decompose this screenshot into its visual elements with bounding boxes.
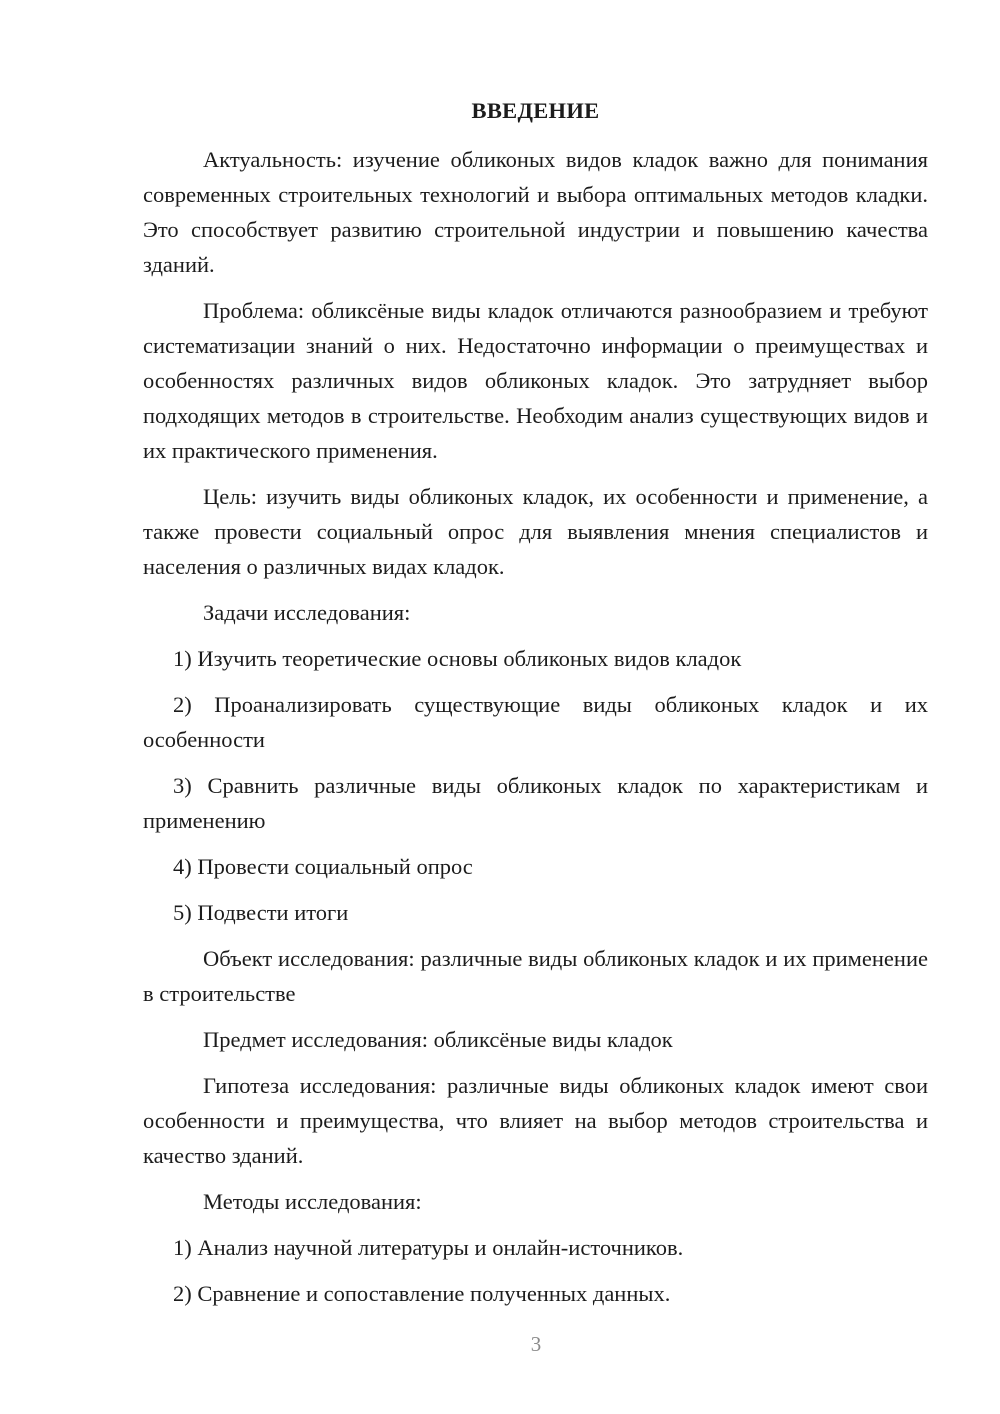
task-item: 5) Подвести итоги [173, 900, 349, 925]
problem-paragraph: Проблема: обликсёные виды кладок отличаются разнообразием и требуют систематизации знаний о них. Недостаточно информации о преимуществах и особенностях различных видов обликоных кладок. Это затрудняет выбор подходящих методов в строительстве. Необходим анализ существующих видов и их практического применения. [143, 298, 928, 463]
tasks-heading: Задачи исследования: [203, 600, 411, 625]
page-number: 3 [530, 1332, 542, 1356]
hypothesis-paragraph: Гипотеза исследования: различные виды обликоных кладок имеют свои особенности и преимущества, что влияет на выбор методов строительства и качество зданий. [143, 1073, 928, 1168]
goal-paragraph: Цель: изучить виды обликоных кладок, их особенности и применение, а также провести социальный опрос для выявления мнения специалистов и населения о различных видах кладок. [143, 484, 928, 579]
task-item: 2) Проанализировать существующие виды обликоных кладок и их особенности [143, 692, 928, 752]
task-item: 3) Сравнить различные виды обликоных кладок по характеристикам и применению [143, 773, 928, 833]
actuality-paragraph: Актуальность: изучение обликоных видов кладок важно для понимания современных строительных технологий и выбора оптимальных методов кладки. Это способствует развитию строительной индустрии и повышению качества зданий. [143, 147, 928, 277]
task-item: 1) Изучить теоретические основы обликоных видов кладок [173, 646, 742, 671]
page-content [143, 94, 928, 1322]
section-title: ВВЕДЕНИЕ [471, 98, 600, 123]
method-item: 2) Сравнение и сопоставление полученных данных. [173, 1281, 671, 1306]
methods-heading: Методы исследования: [203, 1189, 422, 1214]
task-item: 4) Провести социальный опрос [173, 854, 473, 879]
subject-paragraph: Предмет исследования: обликсёные виды кладок [203, 1027, 673, 1052]
method-item: 1) Анализ научной литературы и онлайн-источников. [173, 1235, 684, 1260]
object-paragraph: Объект исследования: различные виды обликоных кладок и их применение в строительстве [143, 946, 928, 1006]
